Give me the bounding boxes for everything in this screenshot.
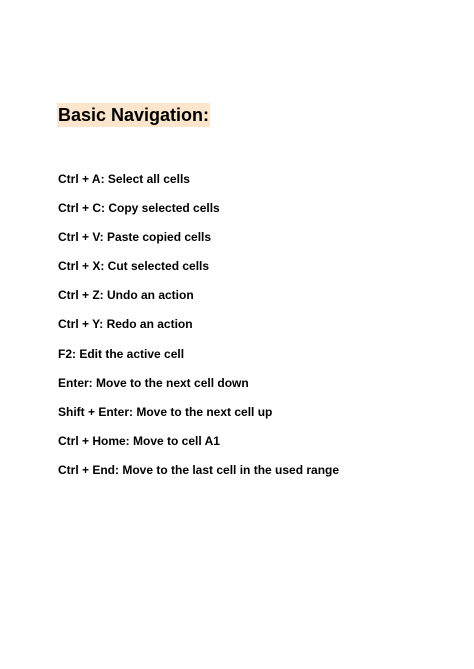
- shortcut-item-undo: Ctrl + Z: Undo an action: [58, 288, 194, 303]
- shortcut-item-redo: Ctrl + Y: Redo an action: [58, 317, 193, 332]
- shortcut-item-paste: Ctrl + V: Paste copied cells: [58, 230, 212, 245]
- shortcut-item-go-to-a1: Ctrl + Home: Move to cell A1: [58, 433, 220, 448]
- shortcut-item-move-down: Enter: Move to the next cell down: [58, 375, 249, 390]
- shortcut-item-copy: Ctrl + C: Copy selected cells: [58, 201, 220, 216]
- shortcut-item-go-to-last-cell: Ctrl + End: Move to the last cell in the used range: [58, 462, 340, 477]
- shortcut-item-select-all: Ctrl + A: Select all cells: [58, 172, 190, 186]
- shortcut-item-edit-cell: F2: Edit the active cell: [58, 346, 185, 361]
- shortcut-item-move-up: Shift + Enter: Move to the next cell up: [58, 404, 273, 419]
- shortcut-item-cut: Ctrl + X: Cut selected cells: [58, 259, 210, 274]
- shortcut-list: [58, 170, 339, 490]
- section-heading: Basic Navigation:: [58, 105, 210, 125]
